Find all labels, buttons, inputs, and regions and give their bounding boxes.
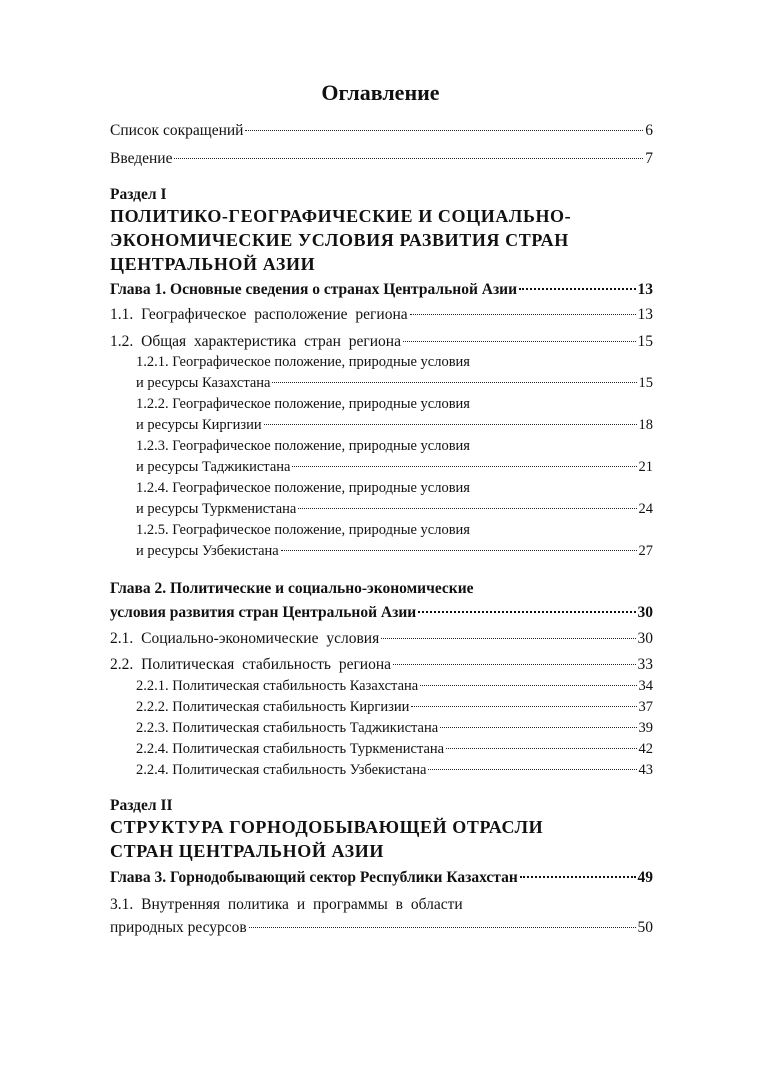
dot-leader: [410, 314, 636, 315]
toc-entry-label: 1.1. Географическое расположение региона: [110, 306, 408, 323]
toc-entry-2-1: [110, 630, 653, 648]
toc-entry-3-1: [110, 919, 653, 937]
toc-page-number: 30: [637, 604, 653, 621]
dot-leader: [393, 664, 635, 665]
toc-page-number: 21: [638, 459, 653, 475]
toc-entry-label: Глава 3. Горнодобывающий сектор Республики Казахстан: [110, 869, 518, 886]
toc-page-number: 42: [638, 741, 653, 757]
toc-entry-introduction: [110, 150, 653, 168]
toc-entry-1-1: [110, 306, 653, 324]
toc-subentry-2-2-5: [136, 762, 653, 779]
toc-page-number: 33: [637, 656, 653, 673]
toc-entry-label: Список сокращений: [110, 122, 244, 139]
toc-entry-label: 2.2.4. Политическая стабильность Туркменистана: [136, 741, 445, 757]
toc-subentry-line1: 1.2.4. Географическое положение, природные условия: [136, 480, 470, 496]
section-title: [110, 815, 670, 863]
toc-subentry-2-2-1: [136, 678, 653, 695]
toc-entry-label: 2.2.4. Политическая стабильность Узбекистана: [136, 762, 427, 778]
toc-subentry-1-2-1: [136, 375, 653, 392]
toc-subentry-2-2-3: [136, 720, 653, 737]
toc-subentry-2-2-2: [136, 699, 653, 716]
toc-page-number: 39: [638, 720, 653, 736]
toc-entry-label: 2.2.2. Политическая стабильность Киргизии: [136, 699, 410, 715]
dot-leader: [249, 927, 636, 928]
toc-entry-label: и ресурсы Туркменистана: [136, 501, 297, 517]
dot-leader: [411, 706, 636, 707]
dot-leader: [245, 130, 643, 131]
dot-leader: [264, 424, 637, 425]
section-title-line: СТРУКТУРА ГОРНОДОБЫВАЮЩЕЙ ОТРАСЛИ: [110, 817, 544, 837]
toc-subentry-line1: 1.2.1. Географическое положение, природные условия: [136, 354, 470, 370]
dot-leader: [403, 341, 636, 342]
toc-subentry-2-2-4: [136, 741, 653, 758]
toc-subentry-line1: 1.2.5. Географическое положение, природные условия: [136, 522, 470, 538]
dot-leader: [381, 638, 635, 639]
toc-entry-label: 2.2. Политическая стабильность региона: [110, 656, 392, 673]
dot-leader: [281, 550, 637, 551]
toc-page-number: 15: [637, 333, 653, 350]
toc-entry-3-1-line1: 3.1. Внутренняя политика и программы в области: [110, 896, 463, 913]
toc-page-number: 6: [645, 122, 653, 139]
dot-leader: [440, 727, 636, 728]
toc-subentry-1-2-3: [136, 459, 653, 476]
toc-entry-label: Введение: [110, 150, 173, 167]
toc-page-number: 13: [637, 281, 653, 298]
toc-page-number: 37: [638, 699, 653, 715]
toc-entry-label: и ресурсы Казахстана: [136, 375, 271, 391]
toc-entry-label: и ресурсы Киргизии: [136, 417, 262, 433]
section-title-line: ЦЕНТРАЛЬНОЙ АЗИИ: [110, 254, 316, 274]
section-label: Раздел II: [110, 797, 173, 814]
toc-entry-label: природных ресурсов: [110, 919, 247, 936]
toc-subentry-1-2-4: [136, 501, 653, 518]
toc-chapter-3: [110, 869, 653, 887]
dot-leader: [520, 876, 636, 878]
toc-page-number: 18: [638, 417, 653, 433]
toc-subentry-line1: 1.2.2. Географическое положение, природные условия: [136, 396, 470, 412]
toc-subentry-1-2-2: [136, 417, 653, 434]
toc-page-number: 50: [637, 919, 653, 936]
section-title-line: ЭКОНОМИЧЕСКИЕ УСЛОВИЯ РАЗВИТИЯ СТРАН: [110, 230, 569, 250]
section-label: Раздел I: [110, 186, 167, 203]
toc-page-number: 43: [638, 762, 653, 778]
dot-leader: [519, 288, 635, 290]
toc-page-number: 24: [638, 501, 653, 517]
toc-entry-abbreviations: [110, 122, 653, 140]
toc-page-number: 27: [638, 543, 653, 559]
toc-entry-label: 1.2. Общая характеристика стран региона: [110, 333, 401, 350]
toc-entry-label: 2.2.1. Политическая стабильность Казахстана: [136, 678, 419, 694]
toc-page-number: 49: [637, 869, 653, 886]
toc-page-number: 13: [637, 306, 653, 323]
toc-entry-label: и ресурсы Узбекистана: [136, 543, 279, 559]
toc-page-number: 15: [638, 375, 653, 391]
toc-page-number: 34: [638, 678, 653, 694]
section-title: [110, 204, 670, 276]
toc-entry-label: 2.2.3. Политическая стабильность Таджикистана: [136, 720, 439, 736]
dot-leader: [446, 748, 636, 749]
toc-entry-1-2: [110, 333, 653, 351]
toc-chapter-1: [110, 281, 653, 299]
page-title: Оглавление: [321, 80, 440, 105]
toc-page-number: 30: [637, 630, 653, 647]
section-title-line: ПОЛИТИКО-ГЕОГРАФИЧЕСКИЕ И СОЦИАЛЬНО-: [110, 206, 572, 226]
dot-leader: [420, 685, 636, 686]
section-title-line: СТРАН ЦЕНТРАЛЬНОЙ АЗИИ: [110, 841, 384, 861]
toc-page-number: 7: [645, 150, 653, 167]
dot-leader: [272, 382, 636, 383]
dot-leader: [298, 508, 636, 509]
toc-chapter-2: [110, 604, 653, 622]
toc-entry-label: 2.1. Социально-экономические условия: [110, 630, 380, 647]
toc-chapter-2-line1: Глава 2. Политические и социально-экономические: [110, 580, 474, 597]
toc-subentry-1-2-5: [136, 543, 653, 560]
dot-leader: [174, 158, 643, 159]
toc-entry-2-2: [110, 656, 653, 674]
dot-leader: [428, 769, 636, 770]
dot-leader: [418, 611, 635, 613]
toc-entry-label: условия развития стран Центральной Азии: [110, 604, 417, 621]
toc-subentry-line1: 1.2.3. Географическое положение, природные условия: [136, 438, 470, 454]
toc-entry-label: Глава 1. Основные сведения о странах Центральной Азии: [110, 281, 518, 298]
dot-leader: [292, 466, 636, 467]
toc-entry-label: и ресурсы Таджикистана: [136, 459, 291, 475]
